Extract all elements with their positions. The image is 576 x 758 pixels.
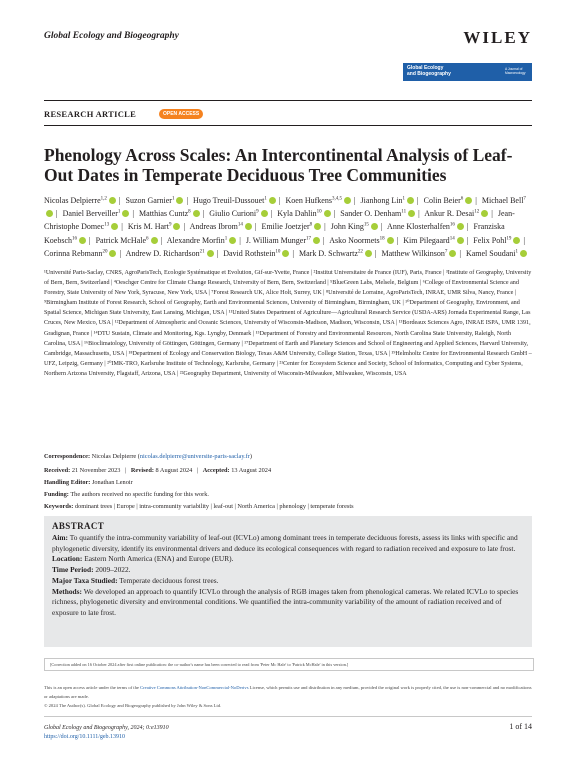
author[interactable] bbox=[466, 249, 527, 258]
keywords bbox=[44, 502, 534, 512]
banner-line1: Global Ecology bbox=[407, 65, 444, 71]
orcid-icon[interactable] bbox=[481, 210, 488, 217]
affiliations: ¹Université Paris-Saclay, CNRS, AgroParisTech, Ecologie Systématique et Evolution, Gif-sur-Yvette, France | ²Institut Universitaire de France (IUF), Paris, France | ³Institute of Geography, University of Bern, Bern, Switzerland | ⁴Oeschger Centre for Climate Change Research, University of Bern, Bern, Switzerland | ⁵BlueGreen Labs, Melsele, Belgium | ⁶College of Environmental Science and Forestry, State University of New York, Syracuse, New York, USA | ⁷Forest Research UK, Alice Holt, Surrey, UK | ⁸Université de Lorraine, AgroParisTech, INRAE, UMR Silva, Nancy, France | ⁹Birmingham Institute of Forest Research, School of Geography, Earth and Environmental Sciences, University of Birmingham, Birmingham, UK | ¹⁰Department of Geography, Environment, and Spatial Science, Michigan State University, East Lansing, Michigan, USA | ¹¹United States Department of Agriculture—Agricultural Research Service (USDA-ARS) Jornada Experimental Range, Las Cruces, New Mexico, USA | ¹²Department of Atmospheric and Oceanic Sciences, University of Wisconsin-Madison, Madison, Wisconsin, USA | ¹³Bordeaux Sciences Agro, INRAE ISPA, UMR 1391, Gradignan, France | ¹⁴DTU Sustain, Climate and Monitoring, Kgs. Lyngby, Denmark | ¹⁵Department of Forestry and Environmental Resources, North Carolina State University, Raleigh, North Carolina, USA | ¹⁶Bioclimatology, University of Göttingen, Göttingen, Germany | ¹⁷Department of Earth and Planetary Sciences and School of Engineering and Applied Sciences, Harvard University, Cambridge, Massachusetts, USA | ¹⁸Department of Ecology and Conservation Biology, Texas A&M University, College Station, Texas, USA | ¹⁹Helmholtz Centre for Environmental Research GmbH – UFZ, Leipzig, Germany | ²⁰IMK-TRO, Karlsruhe Institute of Technology, Karlsruhe, Germany | ²¹Center for Ecosystem Science and Society, School of Informatics, Computing and Cyber Systems, Northern Arizona University, Flagstaff, Arizona, USA | ²²Geography Department, University of Wisconsin-Milwaukee, Milwaukee, Wisconsin, USA bbox=[44, 270, 532, 377]
author-separator: | bbox=[459, 249, 461, 259]
author-affiliation-number: 15 bbox=[363, 222, 369, 228]
author-separator: | bbox=[118, 195, 121, 205]
author-separator: | bbox=[466, 235, 469, 245]
author[interactable] bbox=[128, 222, 181, 231]
author[interactable] bbox=[193, 196, 276, 205]
author-affiliation-number: 10 bbox=[275, 249, 281, 255]
author-name: Hugo Treuil-Dussouet bbox=[193, 195, 265, 205]
abstract-methods: Methods: We developed an approach to quantify ICVLo through the analysis of RGB images taken from phenological cameras. We related ICVLo to species richness, phylogenetic diversity and environmental conditions. We quantified the intra-community variability of the amount of radiation received and of exposure to late frost. bbox=[52, 586, 519, 617]
orcid-icon[interactable] bbox=[261, 210, 268, 217]
handling-editor: Handling Editor: Jonathan Lenoir bbox=[44, 479, 133, 486]
footer-citation: Global Ecology and Biogeography, 2024; 0:e13910 https://doi.org/10.1111/geb.13910 bbox=[44, 725, 169, 740]
page-number: 1 of 14 bbox=[509, 722, 532, 731]
author[interactable] bbox=[299, 249, 372, 258]
author-separator: | bbox=[324, 222, 326, 232]
author[interactable] bbox=[139, 209, 200, 218]
orcid-icon[interactable] bbox=[269, 197, 276, 204]
keywords-value: dominant trees | Europe | intra-community variability | leaf-out | North America | phenology | temperate forests bbox=[73, 503, 354, 510]
author-separator: | bbox=[56, 209, 58, 219]
author-name: Jianhong Lin bbox=[360, 195, 403, 205]
author-name: David Rothstein bbox=[223, 249, 276, 259]
author-separator: | bbox=[160, 235, 163, 245]
author-name: Koen Hufkens bbox=[285, 195, 332, 205]
author-name: Kyla Dahlin bbox=[277, 209, 317, 219]
author-name: Kris M. Hart bbox=[127, 222, 169, 232]
author-separator: | bbox=[202, 209, 205, 219]
author[interactable] bbox=[331, 222, 378, 231]
author-affiliation-number: 13 bbox=[104, 222, 110, 228]
author-affiliation-number: 9 bbox=[256, 209, 259, 215]
author-separator: | bbox=[270, 209, 273, 219]
author-separator: | bbox=[491, 209, 493, 219]
orcid-icon[interactable] bbox=[449, 250, 456, 257]
author-affiliation-number: 1 bbox=[117, 209, 121, 215]
author-separator: | bbox=[333, 209, 336, 219]
author-name: Felix Pohl bbox=[473, 235, 507, 245]
author-name: J. William Munger bbox=[245, 235, 307, 245]
journal-name: Global Ecology and Biogeography bbox=[44, 31, 179, 41]
article-type: RESEARCH ARTICLE bbox=[44, 109, 137, 119]
author-affiliation-number: 10 bbox=[316, 209, 322, 215]
orcid-icon[interactable] bbox=[457, 237, 464, 244]
orcid-icon[interactable] bbox=[407, 197, 414, 204]
author-affiliation-number: 22 bbox=[357, 249, 363, 255]
author[interactable] bbox=[473, 236, 520, 245]
author-affiliation-number: 16 bbox=[72, 236, 77, 242]
author-affiliation-number: 6 bbox=[146, 236, 149, 242]
author-affiliation-number: 17 bbox=[306, 236, 312, 242]
author-affiliation-number: 1 bbox=[171, 196, 175, 201]
author-affiliation-number: 9 bbox=[168, 222, 172, 228]
orcid-icon[interactable] bbox=[79, 237, 86, 244]
author-affiliation-number: 18 bbox=[379, 236, 385, 242]
orcid-icon[interactable] bbox=[313, 237, 320, 244]
author-name: Emilie Joetzjer bbox=[261, 222, 310, 232]
author-name: Jean-Christophe Domec bbox=[44, 209, 515, 232]
orcid-icon[interactable] bbox=[513, 237, 520, 244]
author-name: Mark D. Schwartz bbox=[299, 249, 358, 259]
orcid-icon[interactable] bbox=[371, 223, 378, 230]
author-affiliation-number: 7 bbox=[523, 196, 526, 201]
author-name: Kamel Soudani bbox=[465, 249, 516, 259]
license-link[interactable]: Creative Commons Attribution-NonCommercial-NoDerivs bbox=[140, 685, 249, 690]
author-separator: | bbox=[475, 195, 477, 205]
author-separator: | bbox=[374, 249, 377, 259]
correspondence-email-link[interactable]: nicolas.delpierre@universite-paris-saclay.fr bbox=[139, 453, 250, 460]
author-separator: | bbox=[119, 249, 122, 259]
author[interactable] bbox=[209, 209, 267, 218]
author-name: Andrew D. Richardson bbox=[125, 249, 200, 259]
author-affiliation-number: 21 bbox=[199, 249, 205, 255]
author[interactable] bbox=[261, 222, 321, 231]
article-title: Phenology Across Scales: An Intercontinental Analysis of Leaf-Out Dates in Temperate Deciduous Tree Communities bbox=[44, 145, 513, 185]
author[interactable] bbox=[96, 236, 158, 245]
author-list bbox=[44, 193, 534, 260]
orcid-icon[interactable] bbox=[465, 197, 472, 204]
author-name: Alexandre Morfin bbox=[166, 235, 225, 245]
author[interactable] bbox=[329, 236, 393, 245]
header-divider bbox=[44, 100, 532, 101]
author-affiliation-number: 1 bbox=[515, 249, 518, 255]
author-separator: | bbox=[89, 235, 91, 245]
footer-divider bbox=[44, 716, 532, 717]
author[interactable] bbox=[167, 236, 236, 245]
abstract-box bbox=[44, 516, 532, 647]
abstract-aim: Aim: To quantify the intra-community variability of leaf-out (ICVLo) among dominant trees in temperate deciduous forests, assess its links with specific and phylogenetic diversity, identify its environmental drivers and deduce its ecological consequences with regard to radiation received and exposure to late frost. bbox=[52, 533, 518, 553]
abstract-heading: ABSTRACT bbox=[52, 521, 105, 531]
author-name: Asko Noormets bbox=[329, 235, 380, 245]
author[interactable] bbox=[340, 209, 415, 218]
author-affiliation-number: 14 bbox=[237, 222, 243, 228]
author-name: Andreas Ibrom bbox=[189, 222, 238, 232]
author[interactable] bbox=[126, 196, 184, 205]
author-name: Anne Klosterhalfen bbox=[387, 222, 450, 232]
author-separator: | bbox=[132, 209, 135, 219]
author-separator: | bbox=[186, 195, 189, 205]
author-separator: | bbox=[380, 222, 383, 232]
author[interactable] bbox=[382, 249, 457, 258]
author-name: Matthew Wilkinson bbox=[381, 249, 445, 259]
open-access-badge[interactable]: OPEN ACCESS bbox=[159, 109, 203, 119]
keywords-label: Keywords: bbox=[44, 503, 74, 510]
funding: Funding: The authors received no specific funding for this work. bbox=[44, 491, 209, 498]
author-separator: | bbox=[216, 249, 219, 259]
author[interactable] bbox=[424, 196, 473, 205]
author[interactable] bbox=[126, 249, 214, 258]
orcid-icon[interactable] bbox=[457, 223, 464, 230]
author-separator: | bbox=[523, 235, 526, 245]
orcid-icon[interactable] bbox=[365, 250, 372, 257]
orcid-icon[interactable] bbox=[111, 223, 118, 230]
orcid-icon[interactable] bbox=[324, 210, 331, 217]
orcid-icon[interactable] bbox=[193, 210, 200, 217]
orcid-icon[interactable] bbox=[520, 250, 527, 257]
author-name: Michael Bell bbox=[481, 195, 524, 205]
author-affiliation-number: 1 bbox=[224, 236, 228, 242]
abstract-body bbox=[52, 533, 530, 619]
banner-line2: and Biogeography bbox=[407, 71, 451, 77]
journal-banner bbox=[403, 63, 532, 81]
author-affiliation-number: 1 bbox=[402, 196, 406, 201]
author-name: Nicolas Delpierre bbox=[44, 195, 101, 205]
author-name: Kim Pilegaard bbox=[403, 235, 450, 245]
banner-tag: A Journal of Macroecology bbox=[505, 67, 526, 75]
author-separator: | bbox=[417, 195, 419, 205]
author-name: John King bbox=[330, 222, 364, 232]
author-separator: | bbox=[183, 222, 186, 232]
orcid-icon[interactable] bbox=[151, 237, 158, 244]
publisher-logo[interactable]: WILEY bbox=[463, 28, 532, 47]
author-affiliation-number: 20 bbox=[102, 249, 108, 255]
correspondence: Correspondence: Nicolas Delpierre (nicolas.delpierre@universite-paris-saclay.fr) bbox=[44, 453, 252, 460]
author[interactable] bbox=[403, 236, 463, 245]
author-affiliation-number: 19 bbox=[506, 236, 512, 242]
dates: Received: 21 November 2023 | Revised: 8 August 2024 | Accepted: 13 August 2024 bbox=[44, 467, 272, 474]
orcid-icon[interactable] bbox=[229, 237, 236, 244]
author[interactable] bbox=[277, 209, 330, 218]
author-separator: | bbox=[121, 222, 123, 232]
orcid-icon[interactable] bbox=[282, 250, 289, 257]
author[interactable] bbox=[424, 209, 488, 218]
author-separator: | bbox=[278, 195, 281, 205]
author-name: Suzon Garnier bbox=[125, 195, 172, 205]
author[interactable] bbox=[361, 196, 415, 205]
author[interactable] bbox=[44, 249, 116, 258]
type-divider bbox=[44, 125, 532, 126]
orcid-icon[interactable] bbox=[344, 197, 351, 204]
orcid-icon[interactable] bbox=[408, 210, 415, 217]
orcid-icon[interactable] bbox=[176, 197, 183, 204]
author-affiliation-number: 1 bbox=[264, 196, 267, 201]
license-text: This is an open access article under the terms of the Creative Commons Attribution-NonCommercial-NoDerivs License, which permits use and distribution in any medium, provided the original work is properly cited, the use is non-commercial and no modifications or adaptations are made. © 2024 The Author(s). Global Ecology and Biogeography published by John Wiley & Sons Ltd. bbox=[44, 685, 532, 708]
author-affiliation-number: 6 bbox=[460, 196, 464, 201]
author-separator: | bbox=[254, 222, 257, 232]
author-affiliation-number: 7 bbox=[444, 249, 448, 255]
orcid-icon[interactable] bbox=[245, 223, 252, 230]
copyright: © 2024 The Author(s). Global Ecology and Biogeography published by John Wiley & Sons Ltd. bbox=[44, 703, 222, 708]
author[interactable] bbox=[190, 222, 252, 231]
author-name: Matthias Cuntz bbox=[139, 209, 189, 219]
orcid-icon[interactable] bbox=[173, 223, 180, 230]
abstract-time: Time Period: 2009–2022. bbox=[52, 565, 131, 575]
author-affiliation-number: 16 bbox=[449, 222, 455, 228]
author-affiliation-number: 11 bbox=[401, 209, 407, 215]
author[interactable] bbox=[223, 249, 289, 258]
correction-note: [Correction added on 16 October 2024 after first online publication: the co-author's name has been corrected to read from 'Peter Mc Hale' to 'Patrick McHale' in this version.] bbox=[44, 658, 534, 671]
author-affiliation-number: 3,4,5 bbox=[331, 196, 342, 201]
author-affiliation-number: 8 bbox=[309, 222, 313, 228]
orcid-icon[interactable] bbox=[387, 237, 394, 244]
author[interactable] bbox=[246, 236, 320, 245]
author-name: Corinna Rebmann bbox=[44, 249, 103, 259]
abstract-taxa: Major Taxa Studied: Temperate deciduous forest trees. bbox=[52, 575, 219, 585]
orcid-icon[interactable] bbox=[122, 210, 129, 217]
author-affiliation-number: 12 bbox=[474, 209, 480, 215]
author-name: Franziska Koebsch bbox=[44, 222, 505, 245]
orcid-icon[interactable] bbox=[46, 210, 53, 217]
author[interactable] bbox=[44, 196, 116, 205]
author-name: Ankur R. Desai bbox=[424, 209, 475, 219]
abstract-location: Location: Eastern North America (ENA) and Europe (EUR). bbox=[52, 554, 234, 564]
author-separator: | bbox=[353, 195, 356, 205]
author-name: Sander O. Denham bbox=[340, 209, 402, 219]
author-separator: | bbox=[396, 235, 399, 245]
author[interactable] bbox=[63, 209, 130, 218]
author-affiliation-number: 1,2 bbox=[100, 196, 107, 201]
author[interactable] bbox=[387, 222, 464, 231]
author-separator: | bbox=[239, 235, 241, 245]
author-name: Giulio Curioni bbox=[209, 209, 257, 219]
author-separator: | bbox=[418, 209, 420, 219]
author-name: Patrick McHale bbox=[95, 235, 147, 245]
doi-link[interactable]: https://doi.org/10.1111/geb.13910 bbox=[44, 734, 126, 740]
author[interactable] bbox=[286, 196, 351, 205]
author-separator: | bbox=[292, 249, 295, 259]
orcid-icon[interactable] bbox=[207, 250, 214, 257]
orcid-icon[interactable] bbox=[109, 250, 116, 257]
orcid-icon[interactable] bbox=[109, 197, 116, 204]
author-name: Colin Beier bbox=[423, 195, 461, 205]
author-separator: | bbox=[466, 222, 469, 232]
author-separator: | bbox=[323, 235, 325, 245]
author-name: Daniel Berveiller bbox=[62, 209, 118, 219]
author-affiliation-number: 14 bbox=[449, 236, 455, 242]
author-affiliation-number: 8 bbox=[188, 209, 191, 215]
orcid-icon[interactable] bbox=[314, 223, 321, 230]
